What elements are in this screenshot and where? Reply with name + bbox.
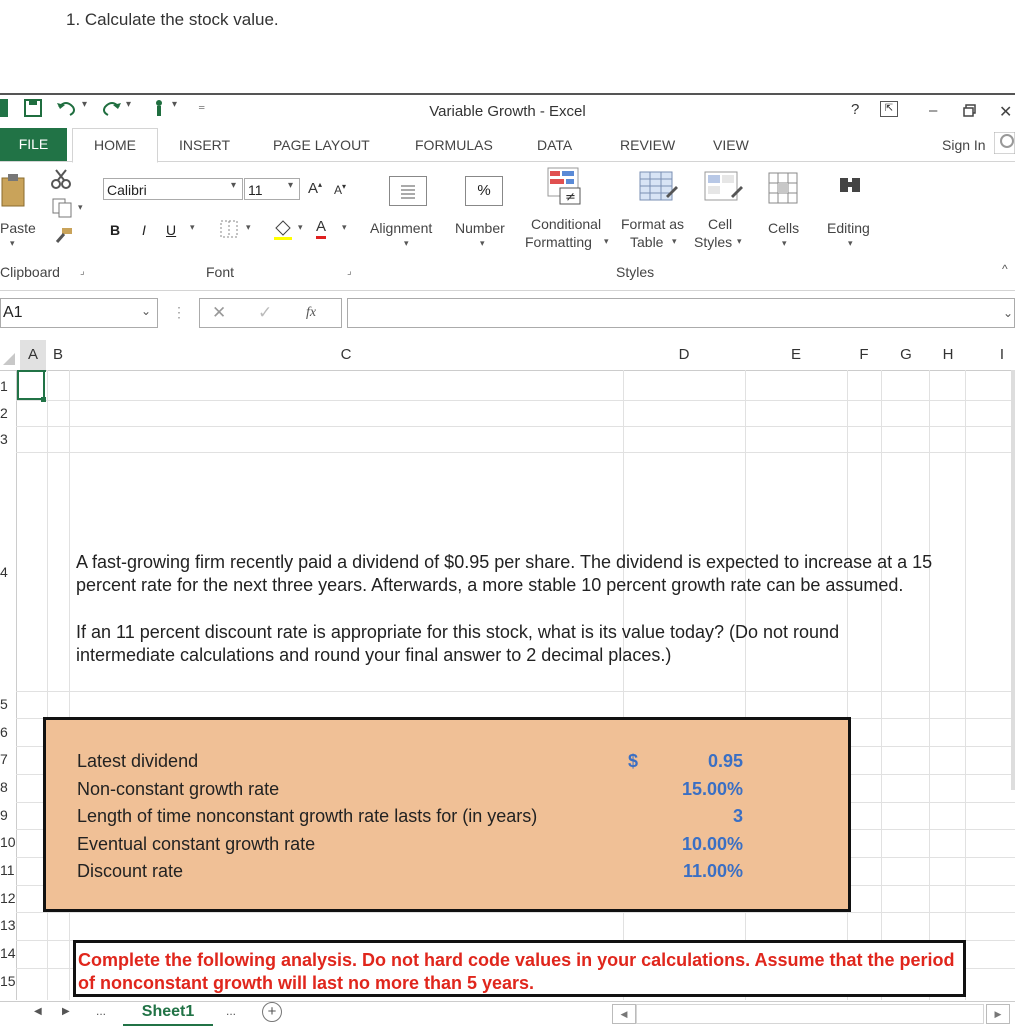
- format-painter-icon[interactable]: [54, 226, 74, 244]
- undo-dropdown-icon[interactable]: ▾: [82, 99, 88, 110]
- problem-text: [76, 551, 936, 667]
- selected-cell-a1[interactable]: [17, 370, 45, 400]
- editing-dropdown-icon[interactable]: ▾: [848, 238, 853, 248]
- alignment-icon[interactable]: [389, 176, 427, 206]
- row-header-7[interactable]: 7: [0, 751, 8, 767]
- customize-qat-icon[interactable]: ₌: [198, 97, 206, 113]
- name-box[interactable]: [0, 298, 158, 328]
- row-header-1[interactable]: 1: [0, 378, 8, 394]
- confirm-entry-icon[interactable]: ✓: [258, 303, 273, 322]
- alignment-button[interactable]: Alignment: [370, 220, 433, 236]
- cell-styles-dropdown-icon[interactable]: ▾: [737, 236, 742, 246]
- column-header-h[interactable]: H: [942, 346, 954, 363]
- tab-page-layout[interactable]: PAGE LAYOUT: [273, 137, 370, 153]
- input-label-nonconstant-growth: Non-constant growth rate: [77, 779, 280, 799]
- font-color-icon[interactable]: A: [316, 218, 326, 239]
- paste-dropdown-icon[interactable]: ▾: [10, 238, 15, 248]
- underline-button[interactable]: U: [166, 222, 177, 238]
- input-label-latest-dividend: Latest dividend: [77, 751, 199, 771]
- number-button[interactable]: Number: [455, 220, 505, 236]
- window-title: Variable Growth - Excel: [429, 103, 586, 120]
- sheet-tabs-bar: [0, 1001, 1015, 1025]
- row-header-15[interactable]: 15: [0, 973, 16, 989]
- input-label-length-of-time: Length of time nonconstant growth rate lasts for (in years): [77, 806, 538, 826]
- horizontal-scrollbar[interactable]: [636, 1004, 984, 1024]
- fill-color-dropdown-icon[interactable]: ▾: [298, 222, 303, 232]
- column-header-g[interactable]: G: [900, 346, 912, 363]
- formula-buttons: [199, 298, 342, 328]
- tab-review[interactable]: REVIEW: [620, 137, 676, 153]
- copy-icon[interactable]: [52, 198, 74, 218]
- vertical-scrollbar[interactable]: [1011, 370, 1015, 790]
- more-sheets-right-icon[interactable]: ...: [226, 1004, 237, 1018]
- formula-bar-grip-icon: ⋮: [172, 304, 186, 320]
- row-header-5[interactable]: 5: [0, 696, 8, 712]
- touch-dropdown-icon[interactable]: ▾: [172, 99, 178, 110]
- ribbon-tabs: [0, 128, 1015, 162]
- close-button[interactable]: ✕: [999, 104, 1013, 121]
- cell-styles-label-1[interactable]: Cell: [708, 216, 733, 232]
- cells-icon[interactable]: [768, 172, 798, 204]
- number-format-icon[interactable]: [465, 176, 503, 206]
- sheet-tab-sheet1[interactable]: Sheet1: [123, 1001, 213, 1026]
- input-value-latest-dividend[interactable]: 0.95: [707, 751, 743, 771]
- scroll-sheets-right-icon[interactable]: ▶: [62, 1006, 70, 1017]
- cell-styles-icon[interactable]: [703, 168, 743, 208]
- input-value-constant-growth[interactable]: 10.00%: [681, 834, 743, 854]
- insert-function-icon[interactable]: fx: [306, 305, 317, 320]
- cell-styles-label-2[interactable]: Styles: [694, 234, 733, 250]
- cells-button[interactable]: Cells: [768, 220, 800, 236]
- find-binoculars-icon[interactable]: [836, 174, 866, 200]
- column-header-i[interactable]: I: [999, 346, 1004, 363]
- instructions-text: [78, 949, 958, 995]
- row-header-9[interactable]: 9: [0, 807, 8, 823]
- font-name-dropdown-icon[interactable]: ▾: [231, 180, 237, 191]
- minimize-button[interactable]: –: [929, 102, 938, 119]
- font-size-value: 11: [248, 182, 263, 198]
- tab-insert[interactable]: INSERT: [179, 137, 231, 153]
- instructions-box: [73, 940, 966, 997]
- column-header-d[interactable]: D: [678, 346, 690, 363]
- tab-home[interactable]: HOME: [72, 128, 158, 163]
- tab-data[interactable]: DATA: [537, 137, 573, 153]
- borders-dropdown-icon[interactable]: ▾: [246, 222, 251, 232]
- tab-formulas[interactable]: FORMULAS: [415, 137, 493, 153]
- input-value-nonconstant-growth[interactable]: 15.00%: [681, 779, 743, 799]
- tab-view[interactable]: VIEW: [713, 137, 749, 153]
- cancel-entry-icon[interactable]: ✕: [212, 303, 227, 322]
- format-as-table-label-1[interactable]: Format as: [621, 216, 685, 232]
- name-box-dropdown-icon[interactable]: ⌄: [141, 304, 152, 318]
- group-styles-label: Styles: [616, 264, 655, 280]
- question-heading: 1. Calculate the stock value.: [66, 10, 279, 29]
- grow-font-icon[interactable]: A▴: [308, 180, 323, 197]
- instructions-text-content: Complete the following analysis. Do not hard code values in your calculations. Assume that the period of nonconstant growth will last no more than 5 years.: [78, 950, 955, 993]
- row-header-3[interactable]: 3: [0, 431, 8, 447]
- paste-button[interactable]: Paste: [0, 220, 36, 236]
- problem-paragraph-2: If an 11 percent discount rate is appropriate for this stock, what is its value today? (Do not round intermediate calculations and round your final answer to 2 decimal places.): [76, 622, 840, 665]
- problem-paragraph-1: A fast-growing firm recently paid a dividend of $0.95 per share. The dividend is expected to increase at a 15 percent rate for the next three years. Afterwards, a more stable 10 percent growth rate can be assumed.: [76, 552, 933, 595]
- input-value-discount-rate[interactable]: 11.00%: [682, 861, 743, 881]
- format-as-table-dropdown-icon[interactable]: ▾: [672, 236, 677, 246]
- shrink-font-icon[interactable]: A▾: [334, 182, 347, 197]
- bold-button[interactable]: B: [110, 222, 121, 238]
- font-launcher-icon[interactable]: ⌟: [347, 266, 352, 277]
- format-as-table-icon[interactable]: [638, 168, 678, 208]
- help-icon[interactable]: ?: [851, 101, 860, 118]
- restore-button[interactable]: [963, 104, 977, 117]
- more-sheets-left-icon[interactable]: ...: [96, 1004, 107, 1018]
- column-header-b[interactable]: B: [52, 346, 63, 363]
- percent-symbol: %: [477, 182, 491, 199]
- font-color-dropdown-icon[interactable]: ▾: [342, 222, 347, 232]
- input-value-length-of-time[interactable]: 3: [732, 806, 743, 826]
- column-header-c[interactable]: C: [340, 346, 352, 363]
- row-header-12[interactable]: 12: [0, 890, 16, 906]
- conditional-formatting-label-1[interactable]: Conditional: [531, 216, 602, 232]
- collapse-ribbon-icon[interactable]: ^: [1002, 262, 1008, 276]
- user-avatar-icon[interactable]: [994, 132, 1015, 154]
- group-font-label: Font: [206, 264, 235, 280]
- editing-button[interactable]: Editing: [827, 220, 870, 236]
- hscroll-right-icon[interactable]: ▶: [986, 1004, 1010, 1024]
- font-name-select[interactable]: [103, 178, 243, 200]
- underline-dropdown-icon[interactable]: ▾: [190, 222, 195, 232]
- cut-icon[interactable]: [50, 168, 72, 190]
- ribbon-home: [0, 162, 1015, 291]
- format-as-table-label-2[interactable]: Table: [630, 234, 664, 250]
- inputs-box: [43, 717, 851, 912]
- select-all-icon[interactable]: [2, 352, 16, 366]
- hscroll-left-icon[interactable]: ◀: [612, 1004, 636, 1024]
- formula-bar: [0, 296, 1015, 332]
- conditional-formatting-icon[interactable]: [546, 166, 586, 208]
- font-name-value: Calibri: [107, 182, 147, 198]
- column-header-f[interactable]: F: [859, 346, 869, 363]
- redo-dropdown-icon[interactable]: ▾: [126, 99, 132, 110]
- tab-file[interactable]: FILE: [0, 128, 67, 161]
- italic-button[interactable]: I: [142, 222, 146, 238]
- alignment-dropdown-icon[interactable]: ▾: [404, 238, 409, 248]
- name-box-value: A1: [3, 304, 23, 321]
- ribbon-display-options-icon[interactable]: ⇱: [880, 101, 898, 117]
- column-header-a[interactable]: A: [20, 340, 46, 372]
- row-header-13[interactable]: 13: [0, 917, 16, 933]
- conditional-formatting-dropdown-icon[interactable]: ▾: [604, 236, 609, 246]
- row-header-14[interactable]: 14: [0, 945, 16, 961]
- row-header-10[interactable]: 10: [0, 834, 16, 850]
- paste-icon[interactable]: [0, 170, 28, 210]
- svg-text:≠: ≠: [565, 190, 576, 205]
- borders-icon[interactable]: [220, 220, 238, 238]
- row-header-4[interactable]: 4: [0, 564, 8, 580]
- row-header-2[interactable]: 2: [0, 405, 8, 421]
- column-header-e[interactable]: E: [790, 346, 801, 363]
- scroll-sheets-left-icon[interactable]: ◀: [34, 1006, 42, 1017]
- formula-input[interactable]: [347, 298, 1015, 328]
- row-header-6[interactable]: 6: [0, 724, 8, 740]
- row-header-8[interactable]: 8: [0, 779, 8, 795]
- conditional-formatting-label-2[interactable]: Formatting: [525, 234, 592, 250]
- number-dropdown-icon[interactable]: ▾: [480, 238, 485, 248]
- expand-formula-bar-icon[interactable]: ⌄: [1003, 306, 1014, 320]
- cells-dropdown-icon[interactable]: ▾: [782, 238, 787, 248]
- currency-symbol: $: [628, 751, 639, 771]
- fill-handle[interactable]: [41, 397, 46, 402]
- copy-dropdown-icon[interactable]: ▾: [78, 202, 83, 212]
- input-label-discount-rate: Discount rate: [77, 861, 184, 881]
- title-bar: [0, 93, 1015, 127]
- clipboard-launcher-icon[interactable]: ⌟: [80, 266, 85, 277]
- row-header-11[interactable]: 11: [0, 862, 15, 878]
- input-label-constant-growth: Eventual constant growth rate: [77, 834, 316, 854]
- fill-color-icon[interactable]: [272, 218, 294, 240]
- worksheet-grid: [0, 340, 1015, 1000]
- sign-in-link[interactable]: Sign In: [942, 137, 986, 153]
- font-size-dropdown-icon[interactable]: ▾: [288, 180, 294, 191]
- add-sheet-icon[interactable]: +: [262, 1002, 282, 1022]
- group-clipboard-label: Clipboard: [0, 264, 60, 280]
